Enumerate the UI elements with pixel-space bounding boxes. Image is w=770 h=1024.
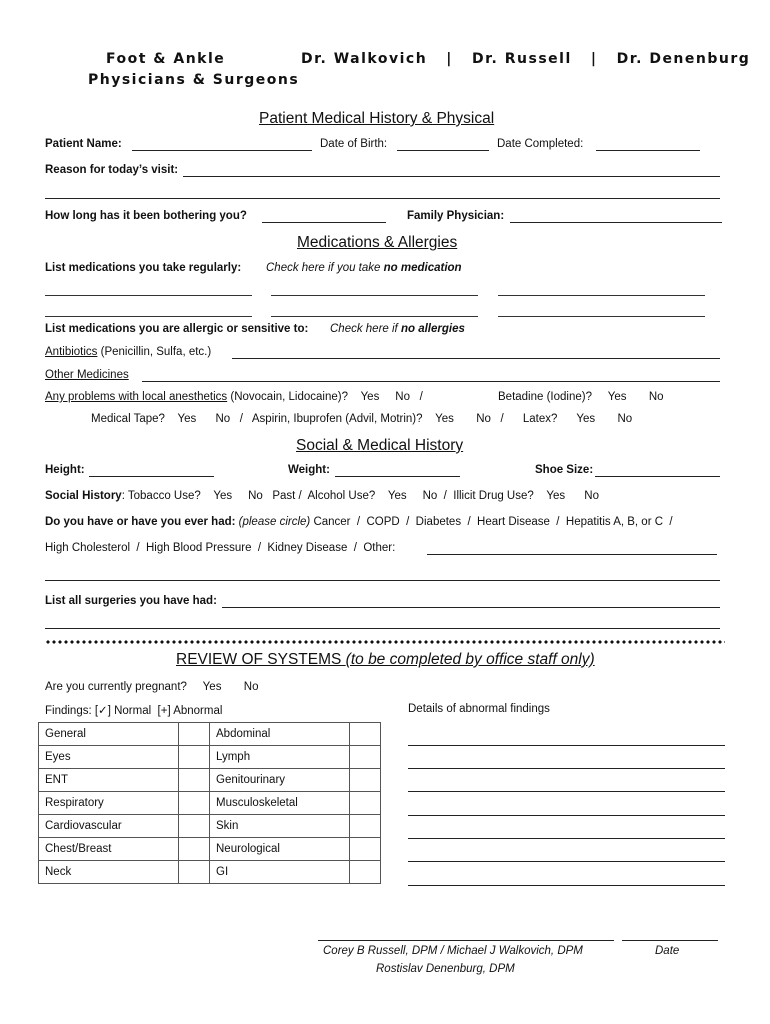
other-conditions-field[interactable] bbox=[427, 554, 717, 555]
medications-label: List medications you take regularly: bbox=[45, 262, 242, 274]
ros-system-label: Musculoskeletal bbox=[210, 792, 350, 815]
no-allergies-bold: no allergies bbox=[400, 323, 465, 335]
patient-name-label: Patient Name: bbox=[45, 138, 122, 150]
ros-title: REVIEW OF SYSTEMS bbox=[176, 651, 342, 668]
doctor-names: Dr. Walkovich | Dr. Russell | Dr. Denenburg bbox=[301, 51, 751, 67]
medication-line[interactable] bbox=[498, 316, 705, 317]
conditions-row bbox=[45, 516, 673, 528]
ros-finding-cell[interactable] bbox=[179, 769, 210, 792]
surgeries-label: List all surgeries you have had: bbox=[45, 595, 217, 607]
no-medication-checkbox[interactable] bbox=[266, 262, 462, 274]
reason-field-2[interactable] bbox=[45, 198, 720, 199]
height-label: Height: bbox=[45, 464, 85, 476]
medication-line[interactable] bbox=[271, 316, 478, 317]
no-medication-bold: no medication bbox=[383, 262, 462, 274]
ros-title-row bbox=[176, 651, 595, 669]
ros-finding-cell[interactable] bbox=[350, 792, 381, 815]
ros-system-label: Chest/Breast bbox=[39, 838, 179, 861]
details-line[interactable] bbox=[408, 815, 725, 816]
family-physician-label: Family Physician: bbox=[407, 210, 505, 222]
conditions-label: Do you have or have you ever had: bbox=[45, 516, 236, 528]
ros-finding-cell[interactable] bbox=[179, 815, 210, 838]
anesthetics-label: Any problems with local anesthetics bbox=[45, 391, 228, 403]
details-line[interactable] bbox=[408, 791, 725, 792]
ros-system-label: ENT bbox=[39, 769, 179, 792]
signature-line[interactable] bbox=[318, 940, 614, 941]
conditions-options: Cancer / COPD / Diabetes / Heart Disease / Hepatitis A, B, or C / bbox=[313, 516, 673, 528]
medication-line[interactable] bbox=[45, 316, 252, 317]
ros-row bbox=[39, 723, 381, 746]
social-history-row bbox=[45, 490, 599, 502]
medication-line[interactable] bbox=[498, 295, 705, 296]
details-line[interactable] bbox=[408, 861, 725, 862]
reason-field[interactable] bbox=[183, 176, 720, 177]
other-medicines-label: Other Medicines bbox=[45, 369, 129, 381]
ros-system-label: Genitourinary bbox=[210, 769, 350, 792]
height-field[interactable] bbox=[89, 476, 214, 477]
ros-row bbox=[39, 838, 381, 861]
ros-system-label: Lymph bbox=[210, 746, 350, 769]
ros-finding-cell[interactable] bbox=[179, 838, 210, 861]
ros-finding-cell[interactable] bbox=[179, 792, 210, 815]
signature-names-2: Rostislav Denenburg, DPM bbox=[376, 963, 515, 975]
ros-finding-cell[interactable] bbox=[350, 769, 381, 792]
weight-field[interactable] bbox=[335, 476, 460, 477]
details-label: Details of abnormal findings bbox=[408, 703, 550, 715]
ros-finding-cell[interactable] bbox=[350, 723, 381, 746]
ros-table bbox=[38, 722, 381, 884]
ros-finding-cell[interactable] bbox=[179, 746, 210, 769]
ros-row bbox=[39, 861, 381, 884]
allergies-label: List medications you are allergic or sensitive to: bbox=[45, 323, 309, 335]
ros-system-label: Abdominal bbox=[210, 723, 350, 746]
ros-row bbox=[39, 746, 381, 769]
how-long-field[interactable] bbox=[262, 222, 386, 223]
date-completed-label: Date Completed: bbox=[497, 138, 584, 150]
no-allergies-checkbox[interactable] bbox=[330, 323, 465, 335]
surgeries-field[interactable] bbox=[222, 607, 720, 608]
shoe-size-field[interactable] bbox=[595, 476, 720, 477]
ros-finding-cell[interactable] bbox=[350, 746, 381, 769]
weight-label: Weight: bbox=[288, 464, 330, 476]
reason-label: Reason for today’s visit: bbox=[45, 164, 179, 176]
ros-system-label: Eyes bbox=[39, 746, 179, 769]
betadine-options: Betadine (Iodine)? Yes No bbox=[498, 391, 664, 403]
conditions-circle-note: (please circle) bbox=[238, 516, 311, 528]
no-medication-text: Check here if you take bbox=[266, 262, 381, 274]
antibiotics-examples: (Penicillin, Sulfa, etc.) bbox=[100, 346, 212, 358]
details-line[interactable] bbox=[408, 768, 725, 769]
no-allergies-text: Check here if bbox=[330, 323, 398, 335]
antibiotics-label: Antibiotics bbox=[45, 346, 98, 358]
tape-aspirin-latex-options: Medical Tape? Yes No / Aspirin, Ibuprofen (Advil, Motrin)? Yes No / Latex? Yes No bbox=[91, 413, 633, 425]
ros-row bbox=[39, 815, 381, 838]
ros-system-label: Respiratory bbox=[39, 792, 179, 815]
ros-title-note: (to be completed by office staff only) bbox=[345, 651, 595, 668]
antibiotics-row bbox=[45, 346, 211, 358]
conditions-options-2: High Cholesterol / High Blood Pressure / Kidney Disease / Other: bbox=[45, 542, 396, 554]
ros-row bbox=[39, 769, 381, 792]
anesthetics-row bbox=[45, 391, 423, 403]
practice-name-line1: Foot & Ankle bbox=[106, 51, 226, 67]
details-line[interactable] bbox=[408, 745, 725, 746]
pregnant-question: Are you currently pregnant? Yes No bbox=[45, 681, 259, 693]
shoe-size-label: Shoe Size: bbox=[535, 464, 594, 476]
ros-system-label: Neurological bbox=[210, 838, 350, 861]
ros-row bbox=[39, 792, 381, 815]
section-divider bbox=[45, 640, 725, 644]
antibiotics-field[interactable] bbox=[232, 358, 720, 359]
medications-title: Medications & Allergies bbox=[297, 234, 458, 251]
details-line[interactable] bbox=[408, 838, 725, 839]
date-completed-field[interactable] bbox=[596, 150, 700, 151]
ros-finding-cell[interactable] bbox=[350, 838, 381, 861]
social-history-options: : Tobacco Use? Yes No Past / Alcohol Use? Yes No / Illicit Drug Use? Yes No bbox=[121, 490, 599, 502]
dob-field[interactable] bbox=[397, 150, 489, 151]
social-history-title: Social & Medical History bbox=[296, 437, 464, 454]
practice-name-line2: Physicians & Surgeons bbox=[88, 72, 300, 88]
patient-name-field[interactable] bbox=[132, 150, 312, 151]
ros-system-label: Skin bbox=[210, 815, 350, 838]
conditions-field-2[interactable] bbox=[45, 580, 720, 581]
details-line[interactable] bbox=[408, 885, 725, 886]
social-history-label: Social History bbox=[45, 490, 122, 502]
ros-finding-cell[interactable] bbox=[350, 861, 381, 884]
how-long-label: How long has it been bothering you? bbox=[45, 210, 247, 222]
ros-finding-cell[interactable] bbox=[179, 861, 210, 884]
surgeries-field-2[interactable] bbox=[45, 628, 720, 629]
signature-names: Corey B Russell, DPM / Michael J Walkovich, DPM bbox=[323, 945, 583, 957]
dob-label: Date of Birth: bbox=[320, 138, 388, 150]
medication-line[interactable] bbox=[45, 295, 252, 296]
medication-line[interactable] bbox=[271, 295, 478, 296]
ros-finding-cell[interactable] bbox=[179, 723, 210, 746]
ros-system-label: General bbox=[39, 723, 179, 746]
form-title: Patient Medical History & Physical bbox=[259, 110, 495, 127]
findings-legend: Findings: [✓] Normal [+] Abnormal bbox=[45, 705, 223, 717]
anesthetics-options: (Novocain, Lidocaine)? Yes No / bbox=[230, 391, 423, 403]
ros-finding-cell[interactable] bbox=[350, 815, 381, 838]
signature-date-line[interactable] bbox=[622, 940, 718, 941]
ros-system-label: Cardiovascular bbox=[39, 815, 179, 838]
other-medicines-field[interactable] bbox=[142, 381, 720, 382]
family-physician-field[interactable] bbox=[510, 222, 722, 223]
signature-date-label: Date bbox=[655, 945, 680, 957]
ros-system-label: Neck bbox=[39, 861, 179, 884]
ros-system-label: GI bbox=[210, 861, 350, 884]
